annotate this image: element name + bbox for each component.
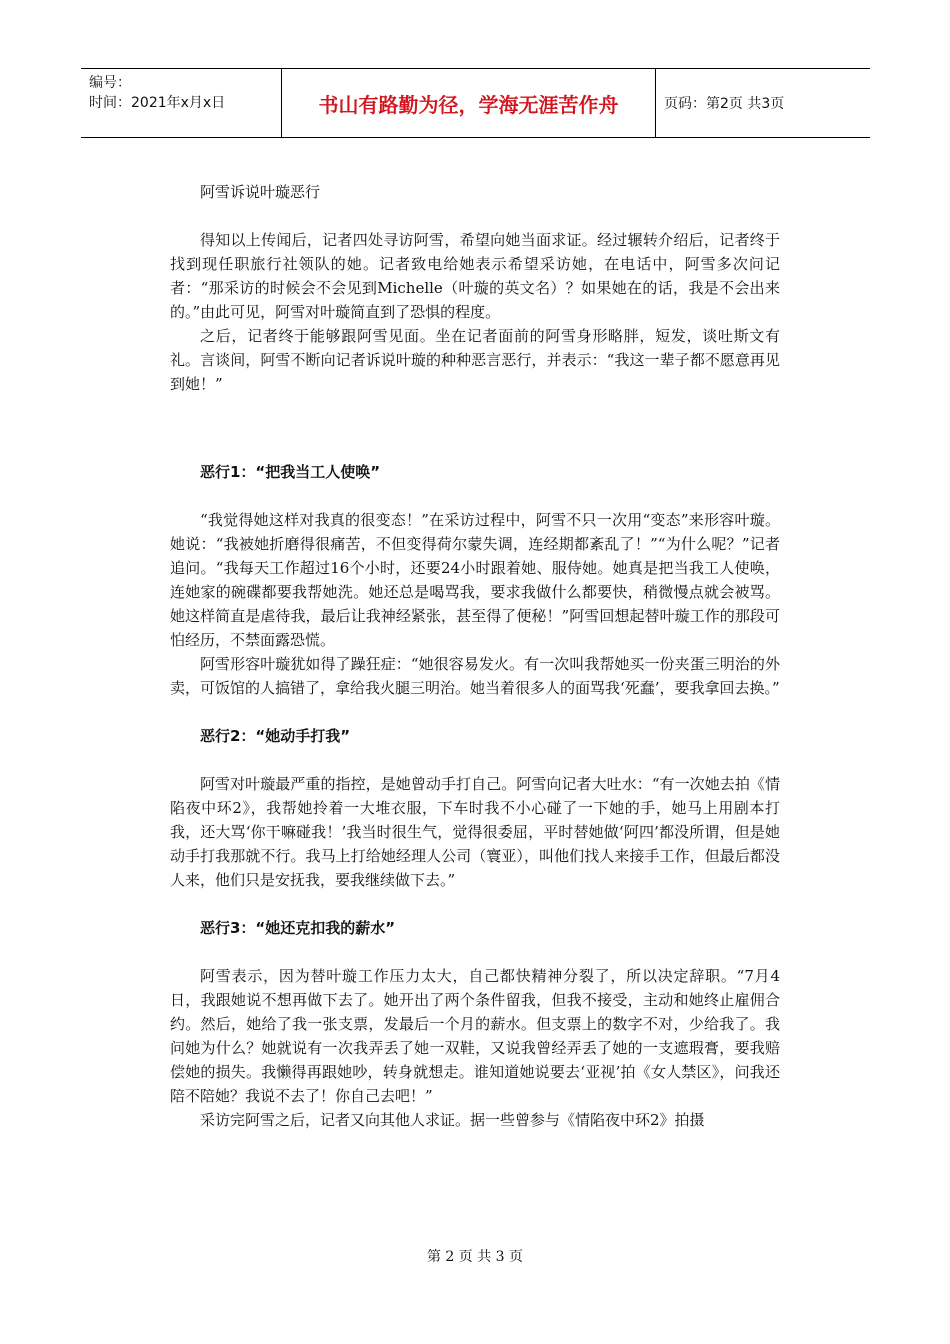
header-meta [81, 69, 282, 137]
serial-label: 编号： [89, 75, 131, 91]
paragraph: 阿雪表示，因为替叶璇工作压力太大，自己都快精神分裂了，所以决定辞职。“7月4日，我跟她说不想再做下去了。她开出了两个条件留我，但我不接受，主动和她终止雇佣合约。然后，她给了我一张支票，发最后一个月的薪水。但支票上的数字不对，少给我了。我问她为什么？她就说有一次我弄丢了她一双鞋，又说我曾经弄丢了她的一支遮瑕膏，要我赔偿她的损失。我懒得再跟她吵，转身就想走。谁知道她说要去‘亚视’拍《女人禁区》，问我还陪不陪她？我说不去了！你自己去吧！” [170, 967, 780, 1105]
article-title: 阿雪诉说叶璇恶行 [200, 183, 321, 201]
paragraph: “我觉得她这样对我真的很变态！”在采访过程中，阿雪不只一次用“变态”来形容叶璇。她说：“我被她折磨得很痛苦，不但变得荷尔蒙失调，连经期都紊乱了！”“为什么呢？”记者追问。“我每天工作超过16个小时，还要24小时跟着她、服侍她。她真是把当我工人使唤，连她家的碗碟都要我帮她洗。她还总是喝骂我，要求我做什么都要快，稍微慢点就会被骂。她这样简直是虐待我，最后让我神经紧张，甚至得了便秘！”阿雪回想起替叶璇工作的那段可怕经历，不禁面露恐慌。 [170, 511, 780, 649]
section-heading: 恶行1：“把我当工人使唤” [200, 463, 381, 481]
paragraph: 采访完阿雪之后，记者又向其他人求证。据一些曾参与《情陷夜中环2》拍摄 [200, 1111, 705, 1129]
paragraph: 之后，记者终于能够跟阿雪见面。坐在记者面前的阿雪身形略胖，短发，谈吐斯文有礼。言谈间，阿雪不断向记者诉说叶璇的种种恶言恶行，并表示：“我这一辈子都不愿意再见到她！” [170, 327, 780, 393]
section-heading: 恶行3：“她还克扣我的薪水” [200, 919, 396, 937]
time-label: 时间：2021年x月x日 [89, 95, 226, 111]
paragraph: 阿雪对叶璇最严重的指控，是她曾动手打自己。阿雪向记者大吐水：“有一次她去拍《情陷夜中环2》，我帮她拎着一大堆衣服，下车时我不小心碰了一下她的手，她马上用剧本打我，还大骂‘你干嘛碰我！’我当时很生气，觉得很委屈，平时替她做‘阿四’都没所谓，但是她动手打我那就不行。我马上打给她经理人公司（寰亚），叫他们找人来接手工作，但最后都没人来，他们只是安抚我，要我继续做下去。” [170, 775, 780, 889]
header-page-info: 页码：第2页 共3页 [664, 96, 785, 112]
header-motto: 书山有路勤为径，学海无涯苦作舟 [282, 69, 656, 137]
article-body [170, 180, 780, 1132]
page-header [81, 68, 870, 138]
paragraph: 阿雪形容叶璇犹如得了躁狂症：“她很容易发火。有一次叫我帮她买一份夹蛋三明治的外卖，可饭馆的人搞错了，拿给我火腿三明治。她当着很多人的面骂我‘死蠢’，要我拿回去换。” [170, 655, 780, 697]
paragraph: 得知以上传闻后，记者四处寻访阿雪，希望向她当面求证。经过辗转介绍后，记者终于找到现任职旅行社领队的她。记者致电给她表示希望采访她，在电话中，阿雪多次问记者：“那采访的时候会不会见到Michelle（叶璇的英文名）？如果她在的话，我是不会出来的。”由此可见，阿雪对叶璇简直到了恐惧的程度。 [170, 231, 780, 321]
section-heading: 恶行2：“她动手打我” [200, 727, 351, 745]
page-footer: 第 2 页 共 3 页 [426, 1249, 524, 1265]
